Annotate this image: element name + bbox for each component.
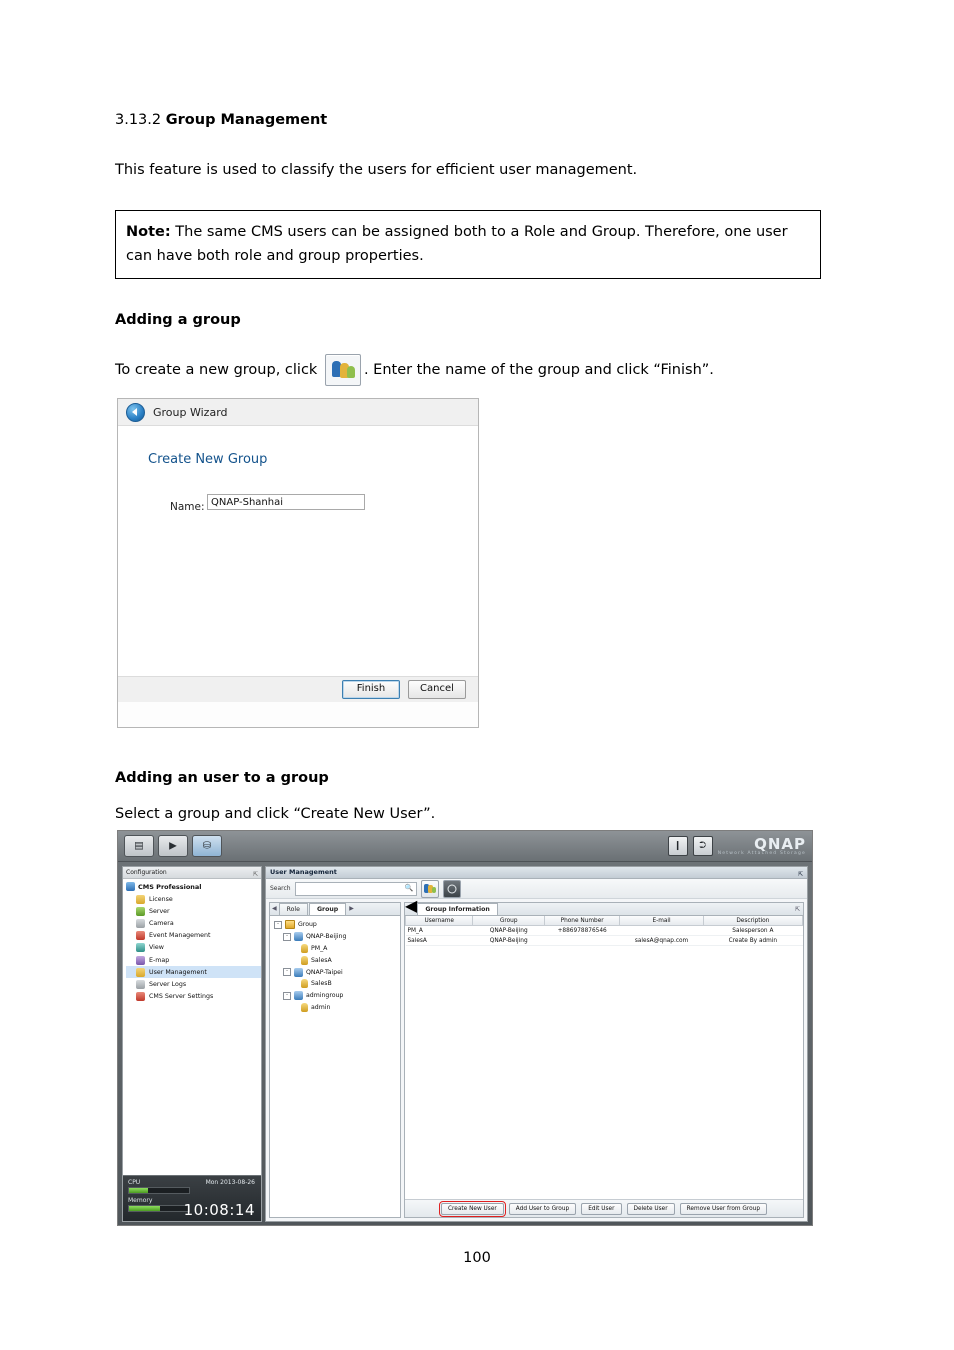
table-empty-area (405, 946, 803, 1199)
sidebar-item-label: Server (149, 907, 170, 915)
expand-icon[interactable]: - (274, 921, 282, 929)
cell-group: QNAP-Beijing (473, 926, 544, 936)
sidebar-item-emap[interactable] (126, 954, 261, 966)
tree-node-label: SalesA (311, 956, 332, 964)
cms-application-window (117, 830, 813, 1226)
create-group-toolbar-icon[interactable] (421, 880, 439, 898)
note-label: Note: (126, 224, 171, 241)
group-icon (294, 968, 303, 977)
user-management-main (266, 896, 807, 1221)
monitor-icon[interactable]: ▤ (124, 835, 154, 857)
tree-node-label: admingroup (306, 992, 344, 1000)
pin-icon[interactable]: ⇱ (794, 906, 800, 913)
subheading-adding-a-group: Adding a group (115, 312, 241, 329)
wizard-title: Group Wizard (153, 405, 228, 419)
search-input[interactable] (295, 882, 417, 896)
group-tree-pane (269, 902, 401, 1218)
instruction-select-group: Select a group and click “Create New User”. (115, 806, 436, 822)
event-icon (136, 931, 145, 940)
remove-user-from-group-button[interactable]: Remove User from Group (680, 1203, 767, 1215)
tree-node-label: Group (298, 921, 317, 929)
users-table (405, 916, 803, 946)
cell-username: SalesA (406, 936, 473, 946)
sidebar-item-server[interactable] (126, 905, 261, 917)
camera-icon (136, 919, 145, 928)
user-icon (301, 944, 308, 953)
cell-email: salesA@qnap.com (620, 936, 703, 946)
app-toolbar (118, 831, 812, 862)
configuration-tree (123, 879, 261, 1175)
sidebar-item-label: Server Logs (149, 980, 187, 988)
tree-node-qnap-beijing[interactable] (274, 931, 400, 943)
subheading-adding-user-to-group: Adding an user to a group (115, 770, 329, 786)
settings-toolbar-icon[interactable] (443, 880, 461, 898)
view-icon (136, 943, 145, 952)
expand-icon[interactable]: - (283, 992, 291, 1000)
instruction-text-after: . Enter the name of the group and click “Finish”. (363, 362, 714, 379)
expand-icon[interactable]: - (283, 933, 291, 941)
sidebar-item-label: View (149, 944, 164, 952)
configuration-root[interactable] (126, 882, 261, 891)
cell-phone (544, 936, 619, 946)
tree-node-group-root[interactable] (274, 919, 400, 931)
sidebar-item-label: Camera (149, 919, 174, 927)
document-content (115, 110, 845, 386)
finish-button[interactable]: Finish (342, 680, 400, 699)
user-management-panel (265, 866, 808, 1222)
edit-user-button[interactable]: Edit User (581, 1203, 621, 1215)
qnap-logo: QNAP (754, 835, 806, 853)
user-add-icon[interactable]: ⮊ (693, 836, 713, 856)
column-header-phone[interactable]: Phone Number (544, 916, 619, 926)
tree-node-admingroup[interactable] (274, 990, 400, 1002)
cpu-label: CPU (128, 1179, 141, 1186)
section-heading (115, 110, 845, 130)
table-header-row (406, 916, 803, 926)
user-management-toolbar (266, 879, 807, 899)
group-information-pane (404, 896, 804, 1218)
expand-icon[interactable]: - (283, 968, 291, 976)
cell-email (620, 926, 703, 936)
user-management-icon (136, 968, 145, 977)
settings-icon (136, 992, 145, 1001)
pin-icon[interactable]: ⇱ (252, 871, 258, 878)
tree-node-label: admin (311, 1003, 331, 1011)
logs-icon (136, 980, 145, 989)
sidebar-item-license[interactable] (126, 893, 261, 905)
tab-group[interactable]: Group (309, 903, 346, 915)
tab-scroll-left-icon[interactable]: ◀ (272, 905, 277, 912)
status-date: Mon 2013-08-26 (205, 1179, 255, 1186)
cancel-button[interactable]: Cancel (408, 680, 466, 699)
sidebar-item-label: Event Management (149, 932, 211, 940)
intro-paragraph: This feature is used to classify the users for efficient user management. (115, 162, 638, 179)
instruction-text-before: To create a new group, click (115, 362, 318, 379)
group-icon (294, 991, 303, 1000)
note-box (115, 210, 821, 279)
folder-icon (285, 920, 295, 929)
back-arrow-icon[interactable] (126, 403, 145, 422)
user-action-buttons (405, 1199, 803, 1217)
user-icon (301, 1003, 308, 1012)
sidebar-item-label: License (149, 895, 173, 903)
sidebar-item-label: CMS Server Settings (149, 993, 214, 1001)
users-icon[interactable]: ⛁ (192, 835, 222, 857)
tab-role[interactable]: Role (279, 903, 308, 915)
note-text: The same CMS users can be assigned both to a Role and Group. Therefore, one user can have both role and group properties. (126, 224, 788, 264)
sidebar-item-event-management[interactable] (126, 930, 261, 942)
sidebar-item-cms-server-settings[interactable] (126, 991, 261, 1003)
tree-node-salesa[interactable] (274, 954, 400, 966)
section-title: Group Management (165, 112, 328, 128)
tree-node-qnap-taipei[interactable] (274, 966, 400, 978)
configuration-panel (122, 866, 262, 1222)
document-content-2 (115, 770, 845, 826)
group-wizard-window (117, 398, 479, 728)
tree-node-label: QNAP-Taipei (306, 968, 343, 976)
cell-username: PM_A (406, 926, 473, 936)
tree-node-label: QNAP-Beijing (306, 933, 347, 941)
group-tree-tabs (270, 903, 400, 916)
wizard-body (118, 426, 478, 702)
sidebar-item-label: User Management (149, 968, 207, 976)
pin-icon[interactable]: ⇱ (797, 871, 803, 878)
sidebar-item-camera[interactable] (126, 917, 261, 929)
table-row[interactable] (406, 926, 803, 936)
user-icon (301, 979, 308, 988)
table-row[interactable] (406, 936, 803, 946)
search-icon[interactable]: 🔍 (404, 883, 414, 892)
create-new-user-button[interactable]: Create New User (441, 1203, 504, 1215)
instruction-create-group (115, 354, 845, 386)
wizard-titlebar (118, 399, 478, 426)
group-information-tabs (405, 896, 803, 916)
play-icon[interactable]: ▶ (158, 835, 188, 857)
sidebar-item-user-management[interactable] (126, 966, 261, 978)
create-group-icon (325, 354, 361, 386)
group-icon (294, 932, 303, 941)
sidebar-item-server-logs[interactable] (126, 978, 261, 990)
cpu-bar (128, 1187, 190, 1194)
section-number: 3.13.2 (115, 112, 162, 128)
qnap-logo-sub: Network Attached Storage (717, 851, 806, 856)
status-clock: 10:08:14 (183, 1201, 255, 1219)
cell-description: Salesperson A (703, 926, 802, 936)
configuration-header (123, 867, 261, 879)
tab-scroll-right-icon[interactable]: ▶ (349, 905, 354, 912)
wizard-heading: Create New Group (148, 452, 268, 467)
cell-phone: +886978876546 (544, 926, 619, 936)
tree-node-label: SalesB (311, 980, 332, 988)
tree-node-label: PM_A (311, 944, 328, 952)
wizard-footer (118, 676, 478, 702)
cms-root-icon (126, 882, 135, 891)
memory-bar (128, 1205, 190, 1212)
server-icon (136, 907, 145, 916)
tab-scroll-left-icon[interactable]: ◀ (405, 896, 418, 915)
user-icon (301, 956, 308, 965)
sidebar-item-view[interactable] (126, 942, 261, 954)
cell-description: Create By admin (703, 936, 802, 946)
tree-node-pm-a[interactable] (274, 943, 400, 955)
memory-label: Memory (128, 1197, 153, 1204)
add-user-to-group-button[interactable]: Add User to Group (509, 1203, 576, 1215)
search-label: Search (270, 885, 291, 892)
tree-node-admin[interactable] (274, 1001, 400, 1013)
user-management-header (266, 867, 807, 879)
sidebar-item-label: E-map (149, 956, 170, 964)
column-header-description[interactable]: Description (703, 916, 802, 926)
app-body (118, 862, 812, 1226)
emap-icon (136, 956, 145, 965)
column-header-email[interactable]: E-mail (620, 916, 703, 926)
license-icon (136, 895, 145, 904)
group-name-label: Name: (170, 501, 205, 513)
system-status-bar (123, 1175, 261, 1221)
app-toolbar-right (668, 835, 806, 856)
group-name-input[interactable]: QNAP-Shanhai (207, 494, 365, 510)
column-header-group[interactable]: Group (473, 916, 544, 926)
tree-node-salesb[interactable] (274, 978, 400, 990)
group-tree (270, 916, 400, 1217)
column-header-username[interactable]: Username (406, 916, 473, 926)
cell-group: QNAP-Beijing (473, 936, 544, 946)
delete-user-button[interactable]: Delete User (627, 1203, 675, 1215)
configuration-root-label: CMS Professional (138, 882, 202, 891)
configuration-header-label: Configuration (126, 869, 167, 876)
user-management-title: User Management (270, 868, 337, 876)
tab-group-information[interactable]: Group Information (417, 903, 497, 915)
info-icon[interactable]: ❙ (668, 836, 688, 856)
page-number: 100 (463, 1250, 491, 1266)
